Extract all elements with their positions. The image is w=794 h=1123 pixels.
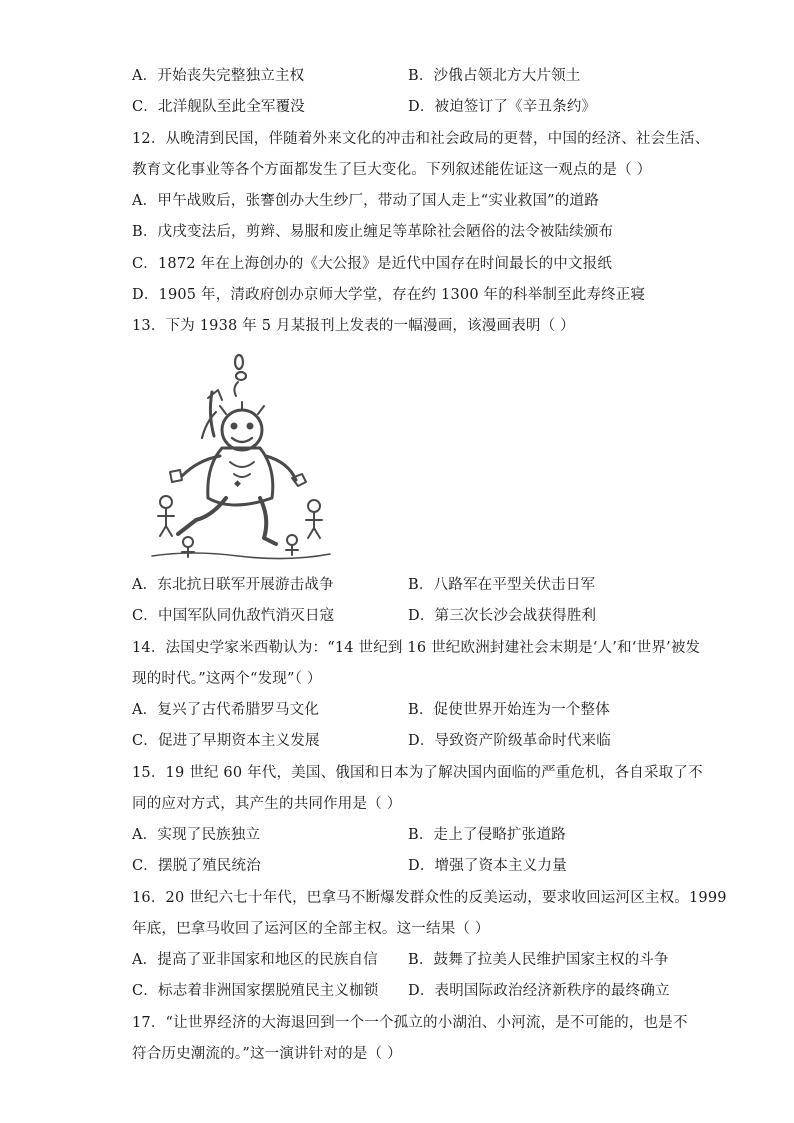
q14-stem-line-2: 现的时代。”这两个“发现”（ ） (132, 671, 322, 687)
q15-option-d[interactable]: D．增强了资本主义力量 (408, 858, 567, 874)
q16-stem-line-2: 年底，巴拿马收回了运河区的全部主权。这一结果（ ） (132, 921, 490, 937)
q15-stem-line-1: 15．19 世纪 60 年代，美国、俄国和日本为了解决国内面临的严重危机，各自采取了不 (132, 765, 703, 781)
q14-option-c[interactable]: C．促进了早期资本主义发展 (132, 733, 320, 749)
q16-option-c[interactable]: C．标志着非洲国家摆脱殖民主义枷锁 (132, 983, 379, 999)
q16-option-d[interactable]: D．表明国际政治经济新秩序的最终确立 (408, 983, 670, 999)
q14-option-a[interactable]: A．复兴了古代希腊罗马文化 (132, 702, 320, 718)
q15-option-c[interactable]: C．摆脱了殖民统治 (132, 858, 261, 874)
q11-option-a[interactable]: A．开始丧失完整独立主权 (132, 68, 305, 84)
q13-stem-line-1: 13．下为 1938 年 5 月某报刊上发表的一幅漫画，该漫画表明（ ） (132, 318, 575, 334)
q12-option-a[interactable]: A．甲午战败后，张謇创办大生纱厂，带动了国人走上“实业救国”的道路 (132, 193, 599, 209)
q13-option-a[interactable]: A．东北抗日联军开展游击战争 (132, 577, 334, 593)
q12-option-d[interactable]: D．1905 年，清政府创办京师大学堂，存在约 1300 年的科举制至此寿终正寝 (132, 287, 646, 303)
q12-option-c[interactable]: C．1872 年在上海创办的《大公报》是近代中国存在时间最长的中文报纸 (132, 256, 613, 272)
q16-option-a[interactable]: A．提高了亚非国家和地区的民族自信 (132, 952, 378, 968)
q11-option-b[interactable]: B．沙俄占领北方大片领土 (408, 68, 581, 84)
q11-option-c[interactable]: C．北洋舰队至此全军覆没 (132, 99, 305, 115)
q14-option-b[interactable]: B．促使世界开始连为一个整体 (408, 702, 610, 718)
q16-stem-line-1: 16．20 世纪六七十年代，巴拿马不断爆发群众性的反美运动，要求收回运河区主权。1999 (132, 890, 727, 906)
q12-stem-line-1: 12．从晚清到民国，伴随着外来文化的冲击和社会政局的更替，中国的经济、社会生活、 (132, 131, 710, 147)
q13-option-b[interactable]: B．八路军在平型关伏击日军 (408, 577, 596, 593)
q13-cartoon-image (142, 352, 338, 564)
q14-stem-line-1: 14．法国史学家米西勒认为：“14 世纪到 16 世纪欧洲封建社会末期是‘人’和‘世界’被发 (132, 640, 701, 656)
q12-stem-line-2: 教育文化事业等各个方面都发生了巨大变化。下列叙述能佐证这一观点的是（ ） (132, 162, 652, 178)
svg-text:◆: ◆ (234, 479, 241, 489)
q16-option-b[interactable]: B．鼓舞了拉美人民维护国家主权的斗争 (408, 952, 669, 968)
q13-option-c[interactable]: C．中国军队同仇敌忾消灭日寇 (132, 608, 335, 624)
q11-option-d[interactable]: D．被迫签订了《辛丑条约》 (408, 99, 597, 115)
q15-option-a[interactable]: A．实现了民族独立 (132, 827, 261, 843)
q14-option-d[interactable]: D．导致资产阶级革命时代来临 (408, 733, 611, 749)
q17-stem-line-2: 符合历史潮流的。”这一演讲针对的是（ ） (132, 1046, 402, 1062)
q13-option-d[interactable]: D．第三次长沙会战获得胜利 (408, 608, 597, 624)
q15-option-b[interactable]: B．走上了侵略扩张道路 (408, 827, 566, 843)
q12-option-b[interactable]: B．戊戌变法后，剪辫、易服和废止缠足等革除社会陋俗的法令被陆续颁布 (132, 224, 614, 240)
q17-stem-line-1: 17．“让世界经济的大海退回到一个一个孤立的小湖泊、小河流，是不可能的，也是不 (132, 1015, 688, 1031)
q15-stem-line-2: 同的应对方式，其产生的共同作用是（ ） (132, 796, 402, 812)
